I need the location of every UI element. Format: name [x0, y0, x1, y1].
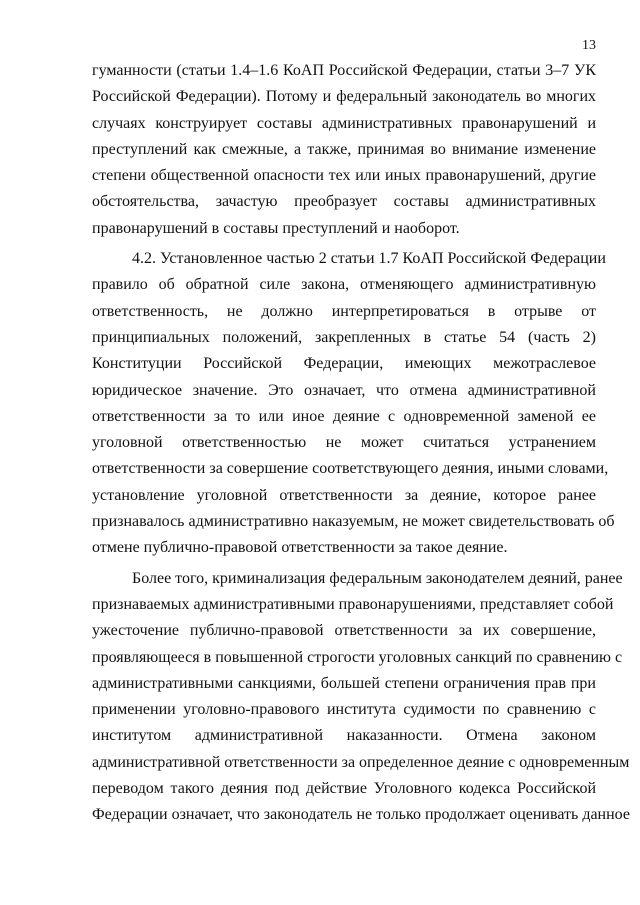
text-line: ответственности за совершение соответствующего деяния, иными словами,	[92, 460, 609, 478]
body-text	[92, 58, 630, 829]
text-line: принципиальных положений, закрепленных в статье 54 (часть 2)	[92, 328, 596, 346]
page-number: 13	[582, 38, 596, 53]
text-line: обстоятельства, зачастую преобразует составы административных	[92, 193, 596, 211]
text-line: отмене публично-правовой ответственности за такое деяние.	[92, 539, 508, 557]
text-line: гуманности (статьи 1.4–1.6 КоАП Российской Федерации, статьи 3–7 УК	[92, 62, 596, 79]
text-line: степени общественной опасности тех или иных правонарушений, другие	[92, 167, 596, 185]
paragraph	[92, 58, 596, 242]
text-line: признавалось административно наказуемым, не может свидетельствовать об	[92, 513, 615, 531]
paragraph	[92, 566, 630, 829]
paragraph	[92, 246, 615, 562]
text-line: применении уголовно-правового института судимости по сравнению с	[92, 701, 596, 719]
text-line: административными санкциями, большей степени ограничения прав при	[92, 674, 596, 692]
text-line: проявляющееся в повышенной строгости уголовных санкций по сравнению с	[92, 648, 623, 666]
text-line: ответственность, не должно интерпретироваться в отрыве от	[92, 302, 596, 320]
text-line: случаях конструирует составы административных правонарушений и	[92, 114, 596, 132]
text-line: Российской Федерации). Потому и федеральный законодатель во многих	[92, 88, 596, 106]
text-line: признаваемых административными правонарушениями, представляет собой	[92, 595, 614, 613]
text-line: ужесточение публично-правовой ответственности за их совершение,	[92, 622, 596, 640]
text-line: правонарушений в составы преступлений и наоборот.	[92, 219, 460, 237]
text-line: установление уголовной ответственности за деяние, которое ранее	[92, 486, 596, 504]
text-line: преступлений как смежные, а также, принимая во внимание изменение	[92, 140, 596, 158]
text-line: Конституции Российской Федерации, имеющих межотраслевое	[92, 355, 596, 373]
text-line: уголовной ответственностью не может считаться устранением	[92, 434, 596, 452]
text-line: юридическое значение. Это означает, что отмена административной	[92, 381, 596, 399]
text-line: институтом административной наказанности. Отмена законом	[92, 727, 596, 745]
text-line: административной ответственности за определенное деяние с одновременным	[92, 753, 630, 771]
text-line: переводом такого деяния под действие Уголовного кодекса Российской	[92, 780, 596, 798]
text-line: 4.2. Установленное частью 2 статьи 1.7 КоАП Российской Федерации	[132, 250, 606, 268]
text-line: Более того, криминализация федеральным законодателем деяний, ранее	[132, 569, 623, 587]
text-line: Федерации означает, что законодатель не только продолжает оценивать данное	[92, 806, 630, 824]
text-line: правило об обратной силе закона, отменяющего административную	[92, 276, 596, 294]
text-line: ответственности за то или иное деяние с одновременной заменой ее	[92, 407, 596, 425]
